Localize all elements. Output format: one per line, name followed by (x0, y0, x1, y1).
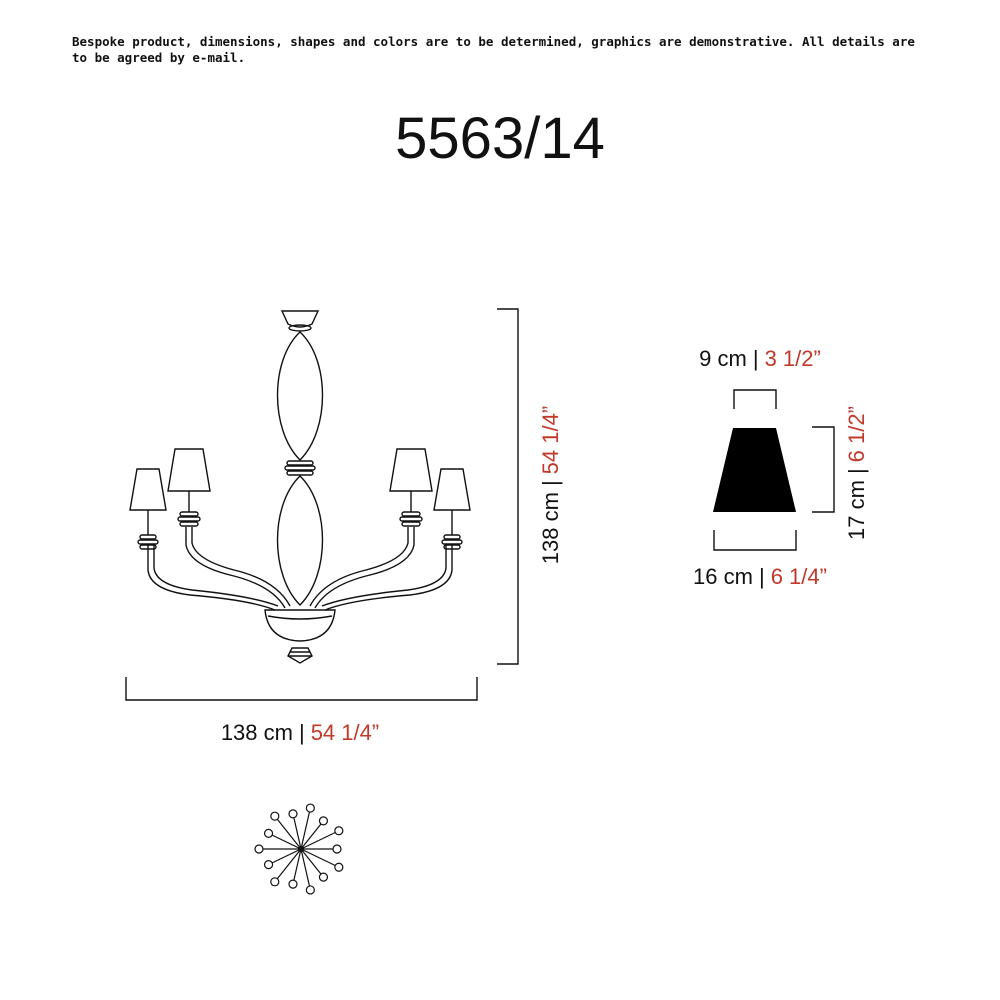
height-inch: 54 1/4” (538, 405, 563, 475)
shade-height-separator: | (844, 468, 869, 475)
top-view-hub (299, 847, 304, 852)
top-view-arm-terminal (265, 861, 273, 869)
chandelier-height-label (451, 405, 651, 565)
top-view-arms-icon (255, 804, 343, 894)
shade-bottom-bracket (714, 530, 796, 550)
shade-bottom-cm: 16 cm (693, 564, 753, 589)
shade-top-separator: | (752, 346, 759, 371)
top-view-arm-terminal (335, 827, 343, 835)
top-view-arm-terminal (319, 873, 327, 881)
shade-top-width-label (660, 346, 860, 372)
top-view-arm (301, 849, 335, 865)
shade-top-cm: 9 cm (699, 346, 747, 371)
height-cm: 138 cm (538, 492, 563, 565)
width-dimension-bracket (126, 677, 477, 700)
shade-bottom-separator: | (758, 564, 765, 589)
top-view-arm-terminal (289, 880, 297, 888)
top-view-arm-terminal (289, 810, 297, 818)
chandelier-front-view-icon (130, 311, 470, 663)
shade-top-bracket (734, 390, 776, 409)
top-view-arm-terminal (335, 863, 343, 871)
top-view-arm (272, 849, 301, 863)
width-cm: 138 cm (220, 720, 293, 745)
top-view-arm-terminal (306, 804, 314, 812)
top-view-arm-terminal (265, 829, 273, 837)
shade-height-cm: 17 cm (844, 480, 869, 540)
shade-height-label (757, 406, 957, 540)
width-separator: | (298, 720, 305, 745)
shade-bottom-width-label (660, 564, 860, 590)
top-view-arm (272, 835, 301, 849)
shade-height-inch: 6 1/2” (844, 406, 869, 463)
shade-top-inch: 3 1/2” (764, 346, 821, 371)
chandelier-width-label (150, 720, 450, 746)
top-view-arm-terminal (319, 817, 327, 825)
top-view-arm (301, 833, 335, 849)
top-view-arm-terminal (255, 845, 263, 853)
shade-bottom-inch: 6 1/4” (770, 564, 827, 589)
top-view-arm-terminal (271, 812, 279, 820)
top-view-arm-terminal (306, 886, 314, 894)
height-separator: | (538, 480, 563, 487)
width-inch: 54 1/4” (310, 720, 380, 745)
model-code-title: 5563/14 (395, 106, 605, 171)
disclaimer-text: Bespoke product, dimensions, shapes and colors are to be determined, graphics are demonstrative. All details are to be agreed by e-mail. (72, 34, 915, 65)
top-view-arm-terminal (333, 845, 341, 853)
top-view-arm-terminal (271, 878, 279, 886)
